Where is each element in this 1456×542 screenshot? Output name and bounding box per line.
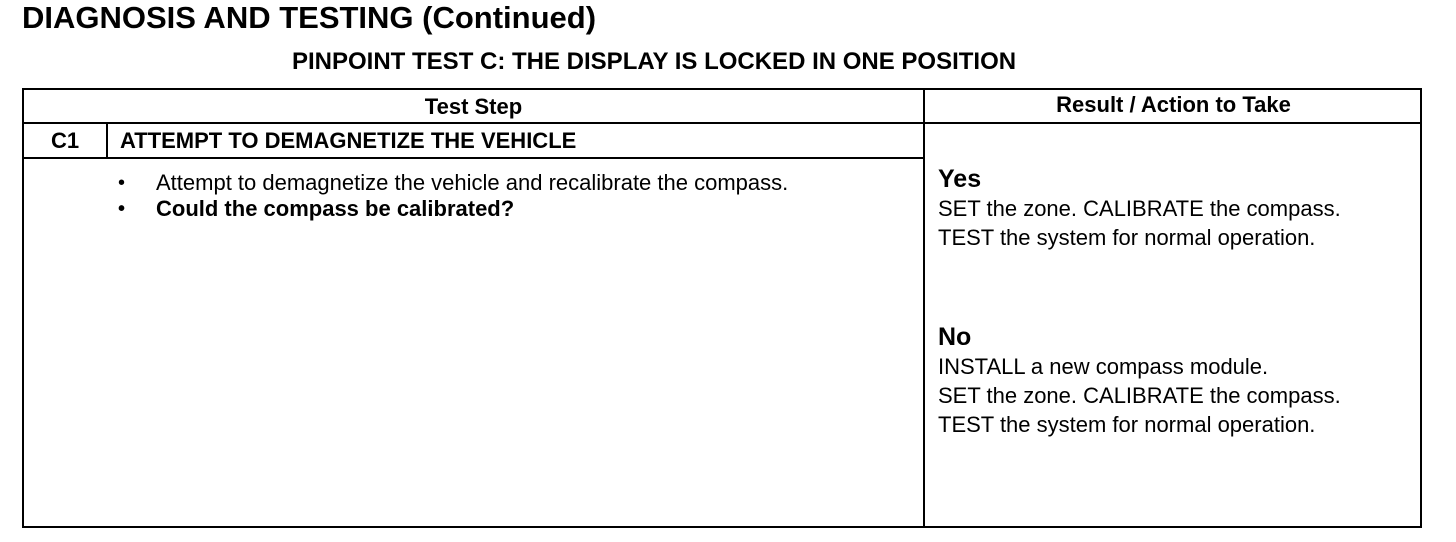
pinpoint-test-table — [22, 88, 1422, 528]
result-yes-label: Yes — [938, 165, 982, 193]
bullet-icon: • — [118, 172, 126, 194]
result-no-action: TEST the system for normal operation. — [938, 412, 1316, 437]
bullet-icon: • — [118, 198, 126, 220]
result-no-label: No — [938, 323, 972, 351]
instruction-item — [118, 170, 788, 196]
page-title: DIAGNOSIS AND TESTING (Continued) — [22, 0, 597, 35]
instruction-text: Attempt to demagnetize the vehicle and recalibrate the compass. — [156, 170, 789, 195]
step-id-divider — [106, 123, 108, 158]
result-yes-action: TEST the system for normal operation. — [938, 225, 1316, 250]
result-no — [938, 322, 1341, 439]
header-test-step: Test Step — [424, 94, 523, 119]
step-title: ATTEMPT TO DEMAGNETIZE THE VEHICLE — [120, 128, 577, 153]
result-yes-action: SET the zone. CALIBRATE the compass. — [938, 196, 1341, 221]
question-text: Could the compass be calibrated? — [156, 196, 515, 221]
step-instructions — [118, 170, 788, 222]
question-item — [118, 196, 788, 222]
result-yes — [938, 164, 1341, 252]
step-row-divider — [24, 157, 924, 159]
column-divider — [923, 90, 925, 526]
pinpoint-test-title: PINPOINT TEST C: THE DISPLAY IS LOCKED IN ONE POSITION — [292, 48, 1017, 75]
step-id: C1 — [50, 128, 80, 153]
result-no-action: SET the zone. CALIBRATE the compass. — [938, 383, 1341, 408]
result-no-action: INSTALL a new compass module. — [938, 354, 1269, 379]
header-result-action: Result / Action to Take — [1056, 92, 1291, 117]
